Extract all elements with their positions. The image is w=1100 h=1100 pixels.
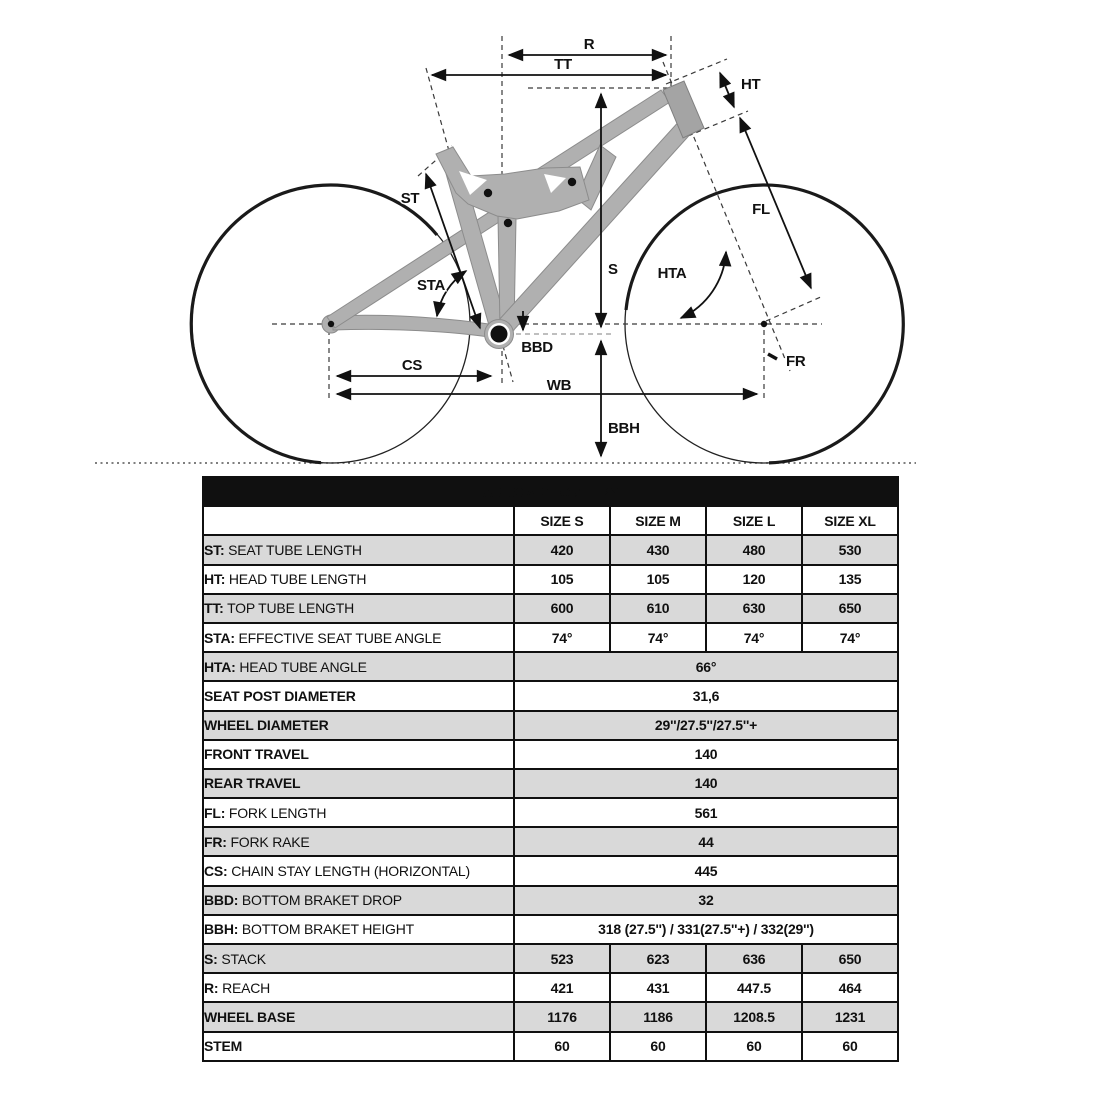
value-cell: 105 [514, 565, 610, 594]
svg-text:R: R [583, 36, 595, 53]
size-header-m: SIZE M [610, 506, 706, 535]
bike-frame [322, 81, 767, 349]
value-cell: 636 [706, 944, 802, 973]
table-row [203, 915, 898, 944]
table-row [203, 944, 898, 973]
value-cell: 600 [514, 594, 610, 623]
value-cell: 480 [706, 535, 802, 564]
row-label: WHEEL DIAMETER [203, 711, 514, 740]
value-cell: 1208.5 [706, 1002, 802, 1031]
row-label: BBD: BOTTOM BRAKET DROP [203, 886, 514, 915]
size-header-xl: SIZE XL [802, 506, 898, 535]
svg-text:WB: WB [546, 377, 572, 394]
value-cell: 421 [514, 973, 610, 1002]
measure-reach [509, 36, 666, 55]
measure-top-tube [432, 56, 666, 75]
measure-head-tube-angle [658, 252, 726, 318]
table-row [203, 623, 898, 652]
label-column-header [203, 506, 514, 535]
axle-perpendicular [766, 296, 823, 321]
value-cell: 60 [706, 1032, 802, 1061]
table-row [203, 740, 898, 769]
row-label: HT: HEAD TUBE LENGTH [203, 565, 514, 594]
value-cell: 1186 [610, 1002, 706, 1031]
row-label: FL: FORK LENGTH [203, 798, 514, 827]
table-row [203, 711, 898, 740]
chainstay [333, 315, 496, 338]
table-row [203, 1002, 898, 1031]
value-cell: 74° [610, 623, 706, 652]
value-cell: 445 [514, 856, 898, 885]
value-cell: 464 [802, 973, 898, 1002]
value-cell: 74° [802, 623, 898, 652]
table-row [203, 681, 898, 710]
value-cell: 318 (27.5'') / 331(27.5''+) / 332(29'') [514, 915, 898, 944]
value-cell: 431 [610, 973, 706, 1002]
value-cell: 29''/27.5''/27.5''+ [514, 711, 898, 740]
table-row [203, 594, 898, 623]
measure-chain-stay [337, 357, 491, 376]
svg-text:BBD: BBD [521, 339, 553, 356]
value-cell: 610 [610, 594, 706, 623]
value-cell: 140 [514, 769, 898, 798]
svg-text:FR: FR [786, 353, 806, 370]
size-header-s: SIZE S [514, 506, 610, 535]
value-cell: 105 [610, 565, 706, 594]
value-cell: 32 [514, 886, 898, 915]
row-label: WHEEL BASE [203, 1002, 514, 1031]
table-row [203, 856, 898, 885]
measure-seat-tube-angle [417, 271, 466, 316]
value-cell: 60 [610, 1032, 706, 1061]
value-cell: 420 [514, 535, 610, 564]
geometry-diagram [0, 0, 1100, 472]
table-row [203, 973, 898, 1002]
size-header-l: SIZE L [706, 506, 802, 535]
row-label: FR: FORK RAKE [203, 827, 514, 856]
row-label: BBH: BOTTOM BRAKET HEIGHT [203, 915, 514, 944]
value-cell: 140 [514, 740, 898, 769]
value-cell: 120 [706, 565, 802, 594]
table-title: AM 50 S GEOMETRY [203, 477, 898, 506]
value-cell: 561 [514, 798, 898, 827]
value-cell: 31,6 [514, 681, 898, 710]
row-label: ST: SEAT TUBE LENGTH [203, 535, 514, 564]
svg-text:HT: HT [741, 76, 761, 93]
value-cell: 650 [802, 944, 898, 973]
head-tube-cap-top [666, 59, 727, 84]
measure-fork-length [740, 118, 811, 288]
svg-text:S: S [608, 261, 618, 278]
value-cell: 630 [706, 594, 802, 623]
value-cell: 447.5 [706, 973, 802, 1002]
row-label: R: REACH [203, 973, 514, 1002]
row-label: STA: EFFECTIVE SEAT TUBE ANGLE [203, 623, 514, 652]
svg-text:FL: FL [752, 201, 770, 218]
table-row [203, 1032, 898, 1061]
head-tube [663, 81, 704, 138]
row-label: HTA: HEAD TUBE ANGLE [203, 652, 514, 681]
value-cell: 74° [514, 623, 610, 652]
pivot-dot [568, 178, 576, 186]
svg-text:TT: TT [554, 56, 572, 73]
value-cell: 1231 [802, 1002, 898, 1031]
pivot-dot [484, 189, 492, 197]
value-cell: 530 [802, 535, 898, 564]
rear-axle-dot [328, 321, 334, 327]
value-cell: 430 [610, 535, 706, 564]
value-cell: 135 [802, 565, 898, 594]
row-label: SEAT POST DIAMETER [203, 681, 514, 710]
value-cell: 44 [514, 827, 898, 856]
table-row [203, 535, 898, 564]
table-row [203, 798, 898, 827]
table-row [203, 886, 898, 915]
front-axle-dot [761, 321, 767, 327]
svg-text:BBH: BBH [608, 420, 640, 437]
value-cell: 623 [610, 944, 706, 973]
table-row [203, 827, 898, 856]
value-cell: 1176 [514, 1002, 610, 1031]
pivot-dot [504, 219, 512, 227]
measure-fork-rake [768, 353, 806, 370]
value-cell: 66° [514, 652, 898, 681]
table-title-row [203, 477, 898, 506]
svg-text:CS: CS [401, 357, 423, 374]
geometry-table [202, 476, 899, 1062]
row-label: REAR TRAVEL [203, 769, 514, 798]
svg-text:STA: STA [417, 277, 445, 294]
table-row [203, 652, 898, 681]
row-label: STEM [203, 1032, 514, 1061]
value-cell: 650 [802, 594, 898, 623]
table-row [203, 565, 898, 594]
measure-bb-height [601, 341, 640, 456]
value-cell: 523 [514, 944, 610, 973]
svg-text:HTA: HTA [657, 265, 687, 282]
size-header-row [203, 506, 898, 535]
measure-head-tube [720, 73, 761, 107]
row-label: CS: CHAIN STAY LENGTH (HORIZONTAL) [203, 856, 514, 885]
value-cell: 74° [706, 623, 802, 652]
table-row [203, 769, 898, 798]
value-cell: 60 [802, 1032, 898, 1061]
measure-wheel-base [337, 377, 757, 394]
row-label: S: STACK [203, 944, 514, 973]
row-label: TT: TOP TUBE LENGTH [203, 594, 514, 623]
svg-text:ST: ST [400, 190, 420, 207]
row-label: FRONT TRAVEL [203, 740, 514, 769]
value-cell: 60 [514, 1032, 610, 1061]
bottom-bracket [491, 326, 508, 343]
